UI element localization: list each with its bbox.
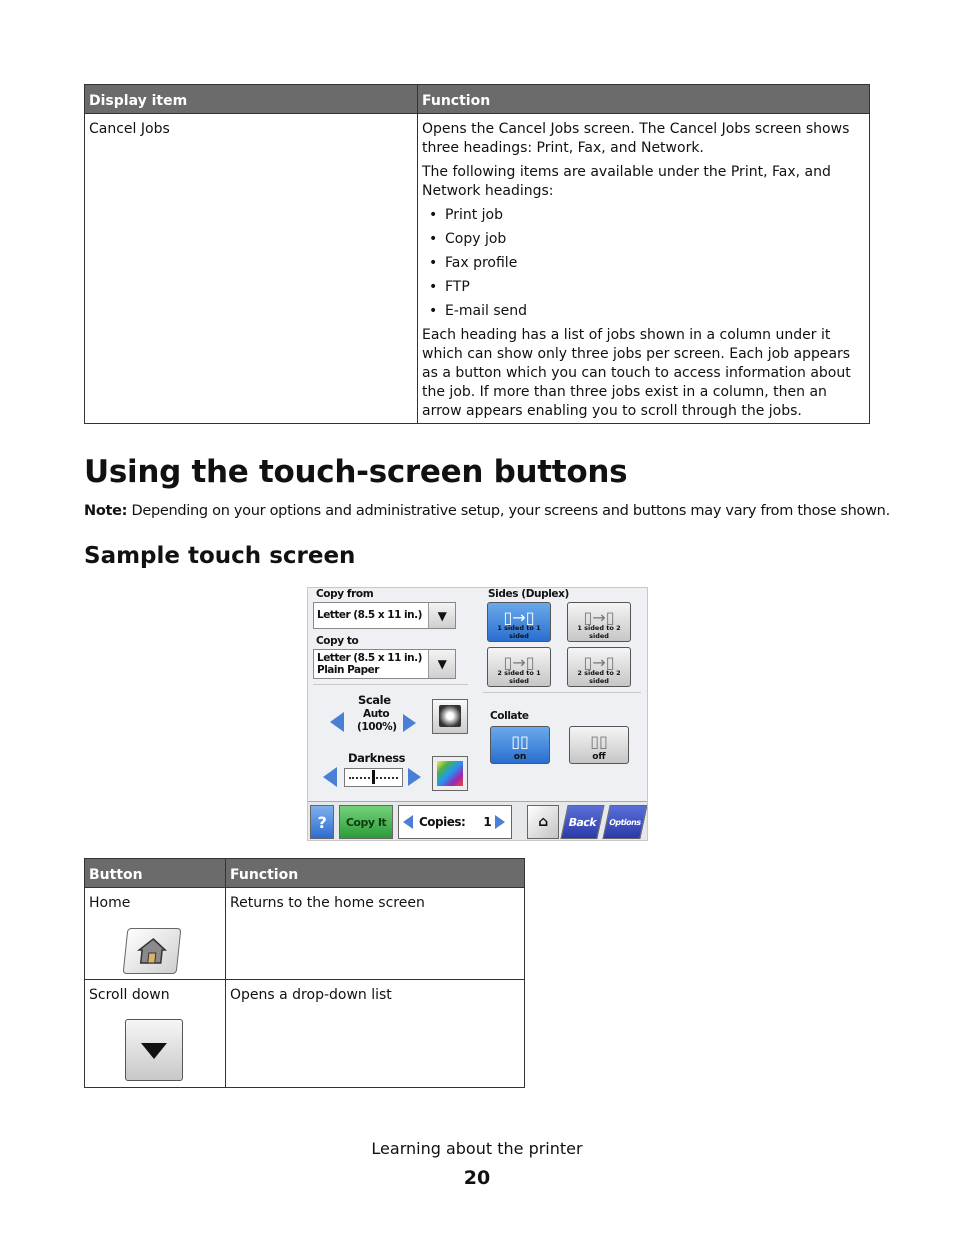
table-row bbox=[85, 114, 870, 424]
function-paragraph-3: Each heading has a list of jobs shown in a column under it which can show only three jobs per screen. Each job appears as a button which you can touch to access information about the job. If more than three jobs exist in a column, then an arrow appears enabling you to scroll through the jobs. bbox=[422, 327, 851, 419]
sample-touch-screen bbox=[307, 587, 648, 841]
display-item-table bbox=[84, 84, 870, 424]
job-type-list bbox=[422, 206, 865, 321]
table-header-display-item: Display item bbox=[85, 85, 418, 114]
note-text: Depending on your options and administrative setup, your screens and buttons may vary from those shown. bbox=[127, 503, 890, 519]
collate-on-button[interactable] bbox=[490, 726, 550, 764]
section-title: Using the touch-screen buttons bbox=[84, 454, 628, 490]
list-item: • FTP bbox=[422, 278, 865, 297]
darkness-increase-icon[interactable] bbox=[408, 768, 421, 786]
cell-function: Opens a drop-down list bbox=[226, 980, 525, 1088]
help-icon: ? bbox=[317, 812, 327, 832]
table-header-function: Function bbox=[226, 859, 525, 888]
duplex-2-to-2-button[interactable] bbox=[567, 647, 631, 687]
back-label: Back bbox=[567, 815, 598, 829]
duplex-1-to-1-button[interactable] bbox=[487, 602, 551, 642]
home-button-label: Home bbox=[89, 895, 131, 911]
table-header-button: Button bbox=[85, 859, 226, 888]
chevron-down-icon[interactable]: ▼ bbox=[428, 650, 455, 678]
collate-off-label: off bbox=[592, 752, 606, 762]
copy-it-label: Copy It bbox=[345, 815, 387, 829]
copies-label: Copies: bbox=[419, 815, 466, 829]
home-button[interactable] bbox=[527, 805, 559, 839]
options-button[interactable] bbox=[602, 805, 647, 839]
touch-screen-bottom-bar bbox=[308, 801, 647, 840]
duplex-2-to-1-label: 2 sided to 1 sided bbox=[497, 669, 541, 685]
copies-stepper[interactable] bbox=[398, 805, 512, 839]
page-number: 20 bbox=[463, 1167, 491, 1189]
list-item: • Print job bbox=[422, 206, 865, 225]
collate-on-label: on bbox=[513, 752, 527, 762]
subsection-title: Sample touch screen bbox=[84, 543, 356, 569]
duplex-2-to-1-button[interactable] bbox=[487, 647, 551, 687]
copy-it-button[interactable] bbox=[339, 805, 393, 839]
duplex-2-to-2-icon: ▯→▯ bbox=[583, 653, 615, 672]
copy-to-dropdown[interactable] bbox=[313, 649, 456, 679]
cell-function bbox=[418, 114, 870, 424]
scale-options-button[interactable] bbox=[432, 699, 468, 734]
scale-label: Scale bbox=[358, 693, 391, 707]
collate-off-button[interactable] bbox=[569, 726, 629, 764]
function-paragraph-2: The following items are available under the Print, Fax, and Network headings: bbox=[422, 164, 831, 199]
collate-off-icon: ▯▯ bbox=[590, 732, 608, 751]
duplex-1-to-1-icon: ▯→▯ bbox=[503, 608, 535, 627]
duplex-1-to-1-label: 1 sided to 1 sided bbox=[497, 624, 541, 640]
list-item: • E-mail send bbox=[422, 302, 865, 321]
footer-chapter-title: Learning about the printer bbox=[371, 1139, 583, 1158]
copy-to-label: Copy to bbox=[316, 635, 359, 647]
button-function-table bbox=[84, 858, 525, 1088]
chevron-down-icon bbox=[139, 1041, 169, 1061]
cell-button-name bbox=[85, 888, 226, 980]
function-paragraph-1: Opens the Cancel Jobs screen. The Cancel Jobs screen shows three headings: Print, Fax, and Network. bbox=[422, 121, 850, 156]
copies-decrease-icon[interactable] bbox=[403, 815, 413, 829]
cell-display-item: Cancel Jobs bbox=[85, 114, 418, 424]
duplex-1-to-2-button[interactable] bbox=[567, 602, 631, 642]
list-item: • Fax profile bbox=[422, 254, 865, 273]
scale-value-line1: Auto bbox=[363, 708, 390, 720]
note-label: Note: bbox=[84, 503, 128, 519]
home-icon bbox=[135, 936, 168, 966]
copy-from-label: Copy from bbox=[316, 588, 374, 600]
scroll-down-button-label: Scroll down bbox=[89, 987, 170, 1003]
options-label: Options bbox=[608, 817, 642, 827]
home-icon: ⌂ bbox=[538, 814, 548, 830]
list-item: • Copy job bbox=[422, 230, 865, 249]
darkness-handle[interactable] bbox=[372, 770, 375, 784]
darkness-decrease-icon[interactable] bbox=[323, 767, 337, 787]
collate-on-icon: ▯▯ bbox=[511, 732, 529, 751]
copy-to-value-line2: Plain Paper bbox=[317, 664, 379, 676]
duplex-2-to-2-label: 2 sided to 2 sided bbox=[577, 669, 621, 685]
sides-label: Sides (Duplex) bbox=[488, 588, 569, 600]
darkness-label: Darkness bbox=[348, 751, 406, 765]
copy-to-value-line1: Letter (8.5 x 11 in.) bbox=[317, 652, 422, 664]
chevron-down-icon[interactable]: ▼ bbox=[428, 603, 455, 628]
darkness-options-button[interactable] bbox=[432, 756, 468, 791]
copy-to-value bbox=[317, 652, 422, 676]
copy-from-value: Letter (8.5 x 11 in.) bbox=[317, 609, 422, 621]
note-paragraph bbox=[84, 503, 890, 519]
duplex-1-to-2-icon: ▯→▯ bbox=[583, 608, 615, 627]
image-icon bbox=[439, 705, 461, 727]
duplex-2-to-1-icon: ▯→▯ bbox=[503, 653, 535, 672]
scale-increase-icon[interactable] bbox=[403, 714, 416, 732]
cell-button-name bbox=[85, 980, 226, 1088]
back-button[interactable] bbox=[560, 805, 604, 839]
help-button[interactable] bbox=[310, 805, 334, 839]
divider bbox=[313, 684, 468, 685]
scale-decrease-icon[interactable] bbox=[330, 712, 344, 732]
color-spectrum-icon bbox=[437, 761, 463, 786]
copies-increase-icon[interactable] bbox=[495, 815, 505, 829]
divider bbox=[483, 692, 641, 693]
duplex-1-to-2-label: 1 sided to 2 sided bbox=[577, 624, 621, 640]
scale-value-line2: (100%) bbox=[357, 721, 397, 733]
cell-function: Returns to the home screen bbox=[226, 888, 525, 980]
scroll-down-button-sample bbox=[125, 1019, 183, 1081]
table-header-function: Function bbox=[418, 85, 870, 114]
copies-value: 1 bbox=[483, 815, 492, 829]
darkness-slider[interactable] bbox=[344, 768, 403, 787]
home-button-sample bbox=[123, 928, 182, 974]
copy-from-dropdown[interactable] bbox=[313, 602, 456, 629]
collate-label: Collate bbox=[490, 710, 529, 722]
table-row bbox=[85, 888, 525, 980]
table-row bbox=[85, 980, 525, 1088]
